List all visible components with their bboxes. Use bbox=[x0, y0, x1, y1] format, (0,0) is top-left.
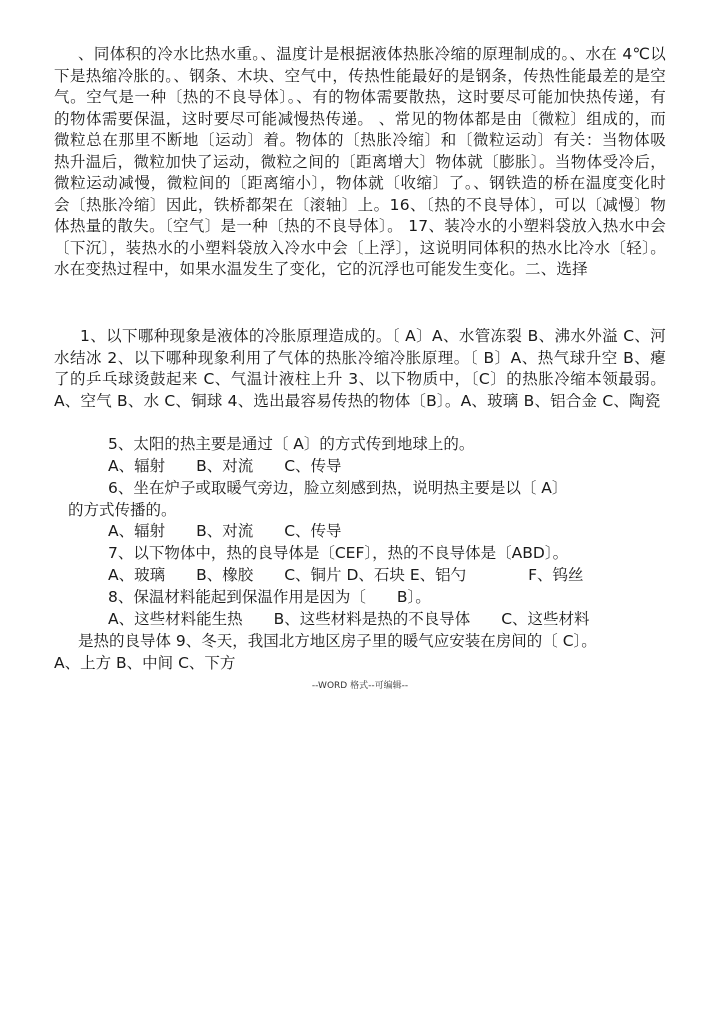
question-6-continuation: 的方式传播的。 bbox=[68, 501, 177, 519]
question-8: 8、保温材料能起到保温作用是因为〔 B〕。 bbox=[108, 588, 431, 606]
page-footer: --WORD 格式--可编辑-- bbox=[311, 681, 409, 691]
question-7-options: A、玻璃 B、橡胶 C、铜片 D、石块 E、铝勺 F、钨丝 bbox=[108, 566, 584, 584]
choice-questions-paragraph: 1、以下哪种现象是液体的冷胀原理造成的。〔 A〕A、水管冻裂 B、沸水外溢 C、河水结冰 2、以下哪种现象利用了气体的热胀冷缩冷胀原理。〔 B〕A、热气球升空 B、瘪了的乒乓球烫鼓起来 C、气温计液柱上升 3、以下物质中，〔C〕的热胀冷缩本领最弱。A、空气 B、水 C、铜球 4、选出最容易传热的物体〔B〕。A、玻璃 B、铝合金 C、陶瓷 bbox=[54, 327, 666, 410]
question-5: 5、太阳的热主要是通过〔 A〕的方式传到地球上的。 bbox=[108, 435, 475, 453]
question-5-options: A、辐射 B、对流 C、传导 bbox=[108, 457, 342, 475]
question-9: 是热的良导体 9、冬天，我国北方地区房子里的暖气应安装在房间的〔 C〕。 bbox=[78, 632, 597, 650]
question-9-options: A、上方 B、中间 C、下方 bbox=[54, 654, 236, 672]
question-6-options: A、辐射 B、对流 C、传导 bbox=[108, 522, 342, 540]
question-7: 7、以下物体中，热的良导体是〔CEF〕，热的不良导体是〔ABD〕。 bbox=[108, 544, 569, 562]
question-6: 6、坐在炉子或取暖气旁边，脸立刻感到热，说明热主要是以〔 A〕 bbox=[108, 479, 568, 497]
fill-in-answers-paragraph: 、同体积的冷水比热水重。、温度计是根据液体热胀冷缩的原理制成的。、水在 4℃以下是热缩冷胀的。、钢条、木块、空气中，传热性能最好的是钢条，传热性能最差的是空气。空气是一种〔热的不良导体〕。、有的物体需要散热，这时要尽可能加快热传递，有的物体需要保温，这时要尽可能减慢热传递。 、常见的物体都是由〔微粒〕组成的，而微粒总在那里不断地〔运动〕着。物体的〔热胀冷缩〕和〔微粒运动〕有关：当物体吸热升温后，微粒加快了运动，微粒之间的〔距离增大〕物体就〔膨胀〕。当物体受冷后，微粒运动减慢，微粒间的〔距离缩小〕，物体就〔收缩〕了。、钢铁造的桥在温度变化时会〔热胀冷缩〕因此，铁桥都架在〔滚轴〕上。16、〔热的不良导体〕，可以〔减慢〕物体热量的散失。〔空气〕是一种〔热的不良导体〕。 17、装冷水的小塑料袋放入热水中会〔下沉〕，装热水的小塑料袋放入冷水中会〔上浮〕，这说明同体积的热水比冷水〔轻〕。水在变热过程中，如果水温发生了变化，它的沉浮也可能发生变化。二、选择 bbox=[54, 45, 666, 278]
question-8-options: A、这些材料能生热 B、这些材料是热的不良导体 C、这些材料 bbox=[108, 610, 590, 628]
